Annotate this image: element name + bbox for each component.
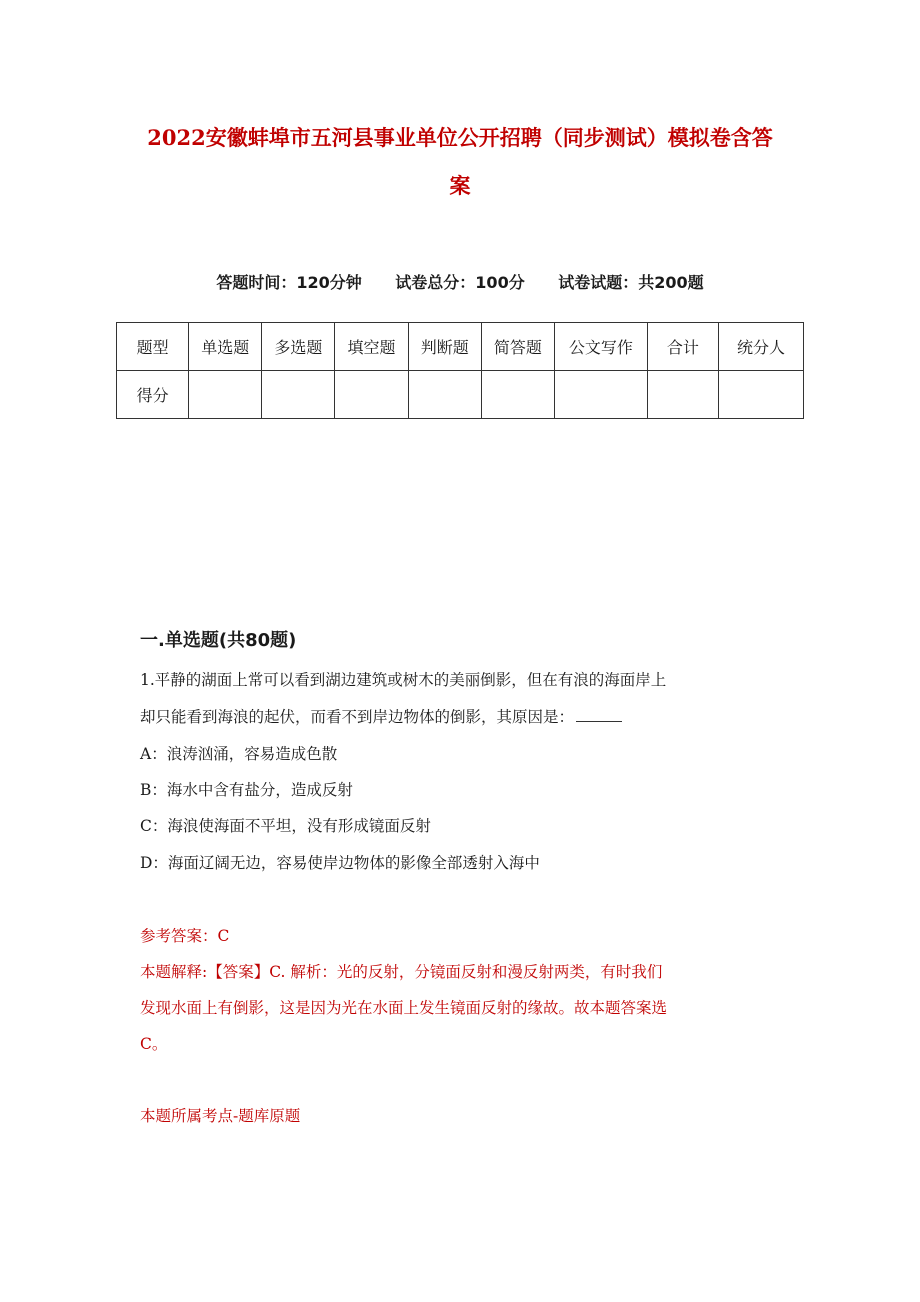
score-cell [481, 371, 554, 419]
score-cell [647, 371, 718, 419]
answer-blank [576, 707, 622, 722]
header-cell: 简答题 [481, 323, 554, 371]
score-table-header-row [117, 323, 804, 371]
option-c: C：海浪使海面不平坦，没有形成镜面反射 [140, 817, 431, 835]
option-a: A：浪涛汹涌，容易造成色散 [140, 745, 338, 763]
score-cell [719, 371, 804, 419]
header-cell: 统分人 [719, 323, 804, 371]
header-cell: 填空题 [335, 323, 408, 371]
score-table [116, 322, 804, 419]
document-title-line-2: 案 [449, 173, 471, 198]
explanation-line-2: 发现水面上有倒影，这是因为光在水面上发生镜面反射的缘故。故本题答案选 [140, 999, 668, 1017]
score-cell [554, 371, 647, 419]
question-text-line-2 [140, 705, 622, 727]
header-cell: 多选题 [262, 323, 335, 371]
question-source: 本题所属考点-题库原题 [140, 1107, 301, 1125]
option-d: D：海面辽阔无边，容易使岸边物体的影像全部透射入海中 [140, 854, 540, 872]
header-cell: 单选题 [189, 323, 262, 371]
score-cell [408, 371, 481, 419]
header-cell: 公文写作 [554, 323, 647, 371]
exam-meta [0, 270, 920, 293]
exam-total-score: 试卷总分：100分 [395, 273, 525, 292]
score-table-score-row [117, 371, 804, 419]
exam-time: 答题时间：120分钟 [216, 273, 362, 292]
header-cell: 题型 [117, 323, 189, 371]
score-cell [262, 371, 335, 419]
reference-answer: 参考答案：C [140, 927, 230, 945]
explanation-line-3: C。 [140, 1035, 168, 1053]
question-text-line-2-text: 却只能看到海浪的起伏，而看不到岸边物体的倒影，其原因是： [140, 708, 575, 726]
document-title-line-1: 2022安徽蚌埠市五河县事业单位公开招聘（同步测试）模拟卷含答 [147, 125, 773, 150]
header-cell: 判断题 [408, 323, 481, 371]
question-text-line-1: 1.平静的湖面上常可以看到湖边建筑或树木的美丽倒影，但在有浪的海面岸上 [140, 671, 667, 689]
score-cell [335, 371, 408, 419]
explanation-line-1: 本题解释:【答案】C. 解析：光的反射，分镜面反射和漫反射两类，有时我们 [140, 963, 663, 981]
section-heading: 一.单选题(共80题) [140, 630, 297, 651]
exam-question-count: 试卷试题：共200题 [558, 273, 704, 292]
row-label-cell: 得分 [117, 371, 189, 419]
score-cell [189, 371, 262, 419]
header-cell: 合计 [647, 323, 718, 371]
option-b: B：海水中含有盐分，造成反射 [140, 781, 353, 799]
